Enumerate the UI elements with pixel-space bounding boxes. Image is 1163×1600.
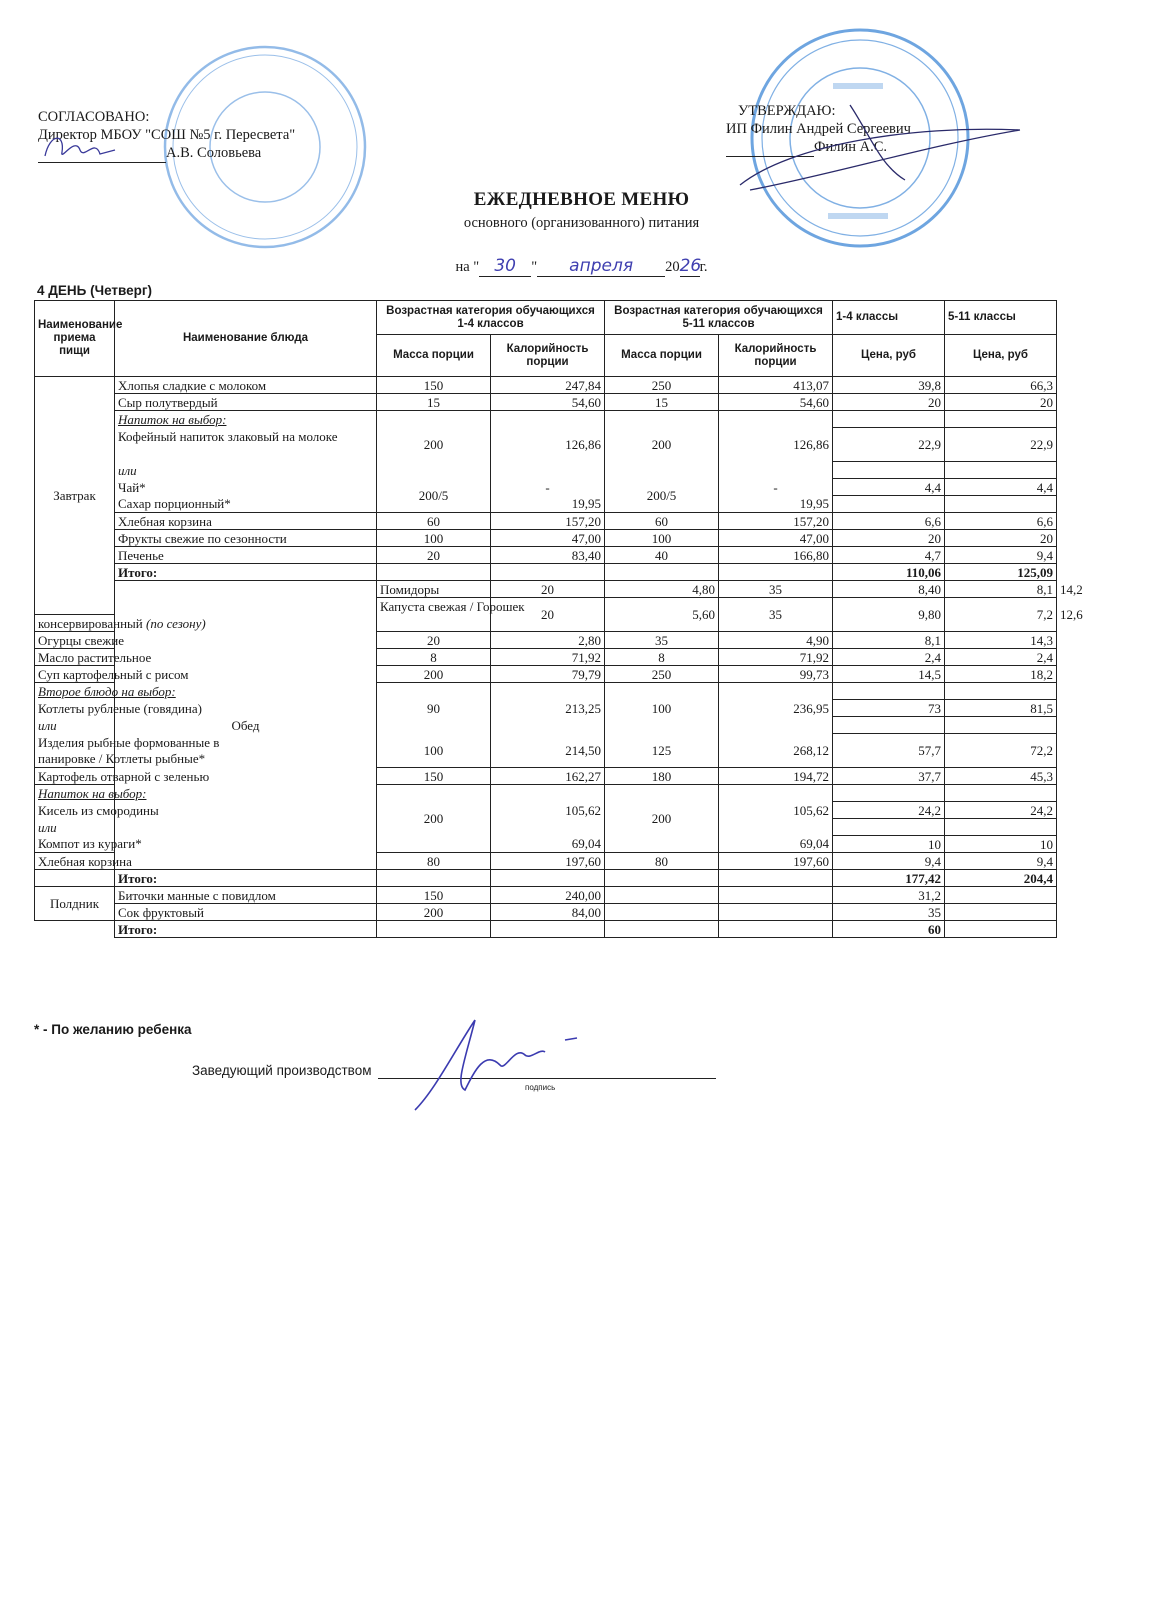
mass-1-4 xyxy=(377,462,491,479)
cal-5-11: 236,95 xyxy=(719,700,833,717)
total-price-5-11: 125,09 xyxy=(945,564,1057,581)
dish-name: Капуста свежая / Горошек xyxy=(377,598,491,615)
price-1-4 xyxy=(833,717,945,734)
price-5-11: 24,2 xyxy=(945,802,1057,819)
price-1-4: 20 xyxy=(833,530,945,547)
header-group-5-11: Возрастная категория обучающихся 5-11 классов xyxy=(605,301,833,335)
document-title xyxy=(0,189,1163,232)
mass-5-11: 200 xyxy=(605,785,719,853)
header-cal: Калорийность порции xyxy=(491,335,605,377)
table-row xyxy=(35,547,1057,564)
price-1-4: 24,2 xyxy=(833,802,945,819)
price-1-4: 37,7 xyxy=(833,768,945,785)
mass-5-11 xyxy=(605,717,719,734)
price-5-11: 14,3 xyxy=(945,632,1057,649)
mass-5-11 xyxy=(605,683,719,700)
table-row xyxy=(35,530,1057,547)
cal-1-4 xyxy=(491,462,605,479)
cal-1-4: 83,40 xyxy=(491,547,605,564)
title-sub: основного (организованного) питания xyxy=(463,215,700,231)
mass-5-11: 35 xyxy=(605,632,719,649)
price-5-11: 2,4 xyxy=(945,649,1057,666)
mass-1-4: 100 xyxy=(377,530,491,547)
cal-5-11: 69,04 xyxy=(719,836,833,853)
main-option-fish-line2: панировке / Котлеты рыбные* xyxy=(35,751,115,768)
price-5-11 xyxy=(945,904,1057,921)
mass-1-4: 200 xyxy=(377,904,491,921)
main-option-beef: Котлеты рубленые (говядина) xyxy=(35,700,115,717)
cal-5-11 xyxy=(719,887,833,904)
dish-name: Суп картофельный с рисом xyxy=(35,666,115,683)
header-mass: Масса порции xyxy=(377,335,491,377)
table-row: Капуста свежая / Горошек 20 5,60 35 9,80 7,2 12,6 xyxy=(35,598,1057,615)
price-1-4 xyxy=(833,411,945,428)
mass-1-4: 20 xyxy=(377,547,491,564)
date-end: г. xyxy=(699,259,708,275)
price-5-11 xyxy=(945,462,1057,479)
dish-name: Хлебная корзина xyxy=(115,513,377,530)
mass-1-4 xyxy=(377,411,491,428)
empty-cell xyxy=(35,870,115,887)
drink-option-sugar: Сахар порционный* xyxy=(115,496,377,513)
approval-left-name: А.В. Соловьева xyxy=(166,145,262,161)
signature-caption: подпись xyxy=(525,1083,556,1092)
cal-1-4: 162,27 xyxy=(491,768,605,785)
date-prefix: на " xyxy=(455,259,480,275)
meal-lunch: Обед xyxy=(115,581,377,870)
mass-5-11: 40 xyxy=(605,547,719,564)
dish-name: Помидоры xyxy=(377,581,491,598)
header-dish: Наименование блюда xyxy=(115,301,377,377)
approval-right-heading: УТВЕРЖДАЮ: xyxy=(738,103,836,119)
choice-row xyxy=(35,428,1057,445)
price-1-4: 6,6 xyxy=(833,513,945,530)
cal-1-4: 197,60 xyxy=(491,853,605,870)
drink-option-kissel: Кисель из смородины xyxy=(35,802,115,819)
mass-1-4: 20 xyxy=(491,598,605,632)
choice-row xyxy=(35,700,1057,717)
empty-cell xyxy=(491,921,605,938)
date-day: 30 xyxy=(479,256,531,277)
drink-option-compote: Компот из кураги* xyxy=(35,836,115,853)
dish-note: (по сезону) xyxy=(146,615,206,631)
approval-left-heading: СОГЛАСОВАНО: xyxy=(38,109,150,125)
cal-1-4 xyxy=(491,717,605,734)
choice-label: Второе блюдо на выбор: xyxy=(35,683,115,700)
cal-1-4: 105,62 xyxy=(491,802,605,819)
dish-name: Печенье xyxy=(115,547,377,564)
mass-5-11: 35 xyxy=(719,581,833,598)
cal-1-4: 5,60 xyxy=(605,598,719,632)
mass-1-4: 20 xyxy=(491,581,605,598)
mass-1-4: 15 xyxy=(377,394,491,411)
choice-row xyxy=(35,479,1057,496)
mass-5-11 xyxy=(605,462,719,479)
table-row xyxy=(35,394,1057,411)
cal-5-11: 9,80 xyxy=(833,598,945,632)
mass-5-11: 250 xyxy=(605,377,719,394)
header-price-5-11: 5-11 классы xyxy=(945,301,1057,335)
price-5-11 xyxy=(945,683,1057,700)
price-5-11: 45,3 xyxy=(945,768,1057,785)
cal-dash: - xyxy=(491,479,605,496)
cal-1-4: 2,80 xyxy=(491,632,605,649)
mass-1-4 xyxy=(377,683,491,700)
cal-5-11: 19,95 xyxy=(719,496,833,513)
price-1-4: 14,5 xyxy=(833,666,945,683)
day-label: 4 ДЕНЬ (Четверг) xyxy=(37,283,153,298)
or-label: или xyxy=(115,462,377,479)
mass-5-11: 8 xyxy=(605,649,719,666)
cal-1-4: 240,00 xyxy=(491,887,605,904)
cal-1-4 xyxy=(491,819,605,836)
total-price-1-4: 110,06 xyxy=(833,564,945,581)
total-label: Итого: xyxy=(115,870,377,887)
choice-label: Напиток на выбор: xyxy=(115,411,377,428)
cal-5-11: 194,72 xyxy=(719,768,833,785)
table-row xyxy=(35,377,1057,394)
cal-5-11 xyxy=(719,411,833,428)
cal-5-11: 197,60 xyxy=(719,853,833,870)
price-1-4: 2,4 xyxy=(833,649,945,666)
table-row xyxy=(35,768,1057,785)
price-1-4: 8,1 xyxy=(833,632,945,649)
cal-1-4: 47,00 xyxy=(491,530,605,547)
mass-1-4: 60 xyxy=(377,513,491,530)
cal-5-11: 126,86 xyxy=(719,428,833,462)
total-row xyxy=(35,564,1057,581)
price-5-11: 81,5 xyxy=(945,700,1057,717)
price-1-4: 57,7 xyxy=(833,734,945,768)
choice-row xyxy=(35,411,1057,428)
mass-5-11 xyxy=(605,411,719,428)
price-1-4: 35 xyxy=(833,904,945,921)
total-price-1-4: 177,42 xyxy=(833,870,945,887)
mass-5-11: 60 xyxy=(605,513,719,530)
cal-5-11: 105,62 xyxy=(719,802,833,819)
cal-5-11 xyxy=(719,819,833,836)
price-5-11: 4,4 xyxy=(945,479,1057,496)
cal-5-11: 99,73 xyxy=(719,666,833,683)
cal-5-11: 4,90 xyxy=(719,632,833,649)
price-5-11: 6,6 xyxy=(945,513,1057,530)
mass-1-4: 200 xyxy=(377,785,491,853)
price-1-4 xyxy=(833,819,945,836)
cal-1-4: 69,04 xyxy=(491,836,605,853)
empty-cell xyxy=(377,921,491,938)
mass-5-11: 80 xyxy=(605,853,719,870)
dish-name: Сок фруктовый xyxy=(115,904,377,921)
entrepreneur-signature xyxy=(730,85,1030,205)
total-price-5-11 xyxy=(945,921,1057,938)
price-5-11: 9,4 xyxy=(945,853,1057,870)
cal-5-11: 268,12 xyxy=(719,734,833,768)
total-price-5-11: 204,4 xyxy=(945,870,1057,887)
choice-row xyxy=(35,462,1057,479)
date-year-suffix: 26 xyxy=(679,256,702,276)
dish-name: Огурцы свежие xyxy=(35,632,115,649)
or-label: или xyxy=(35,819,115,836)
cal-5-11: 54,60 xyxy=(719,394,833,411)
price-1-4: 31,2 xyxy=(833,887,945,904)
dish-name: Масло растительное xyxy=(35,649,115,666)
cal-1-4: 247,84 xyxy=(491,377,605,394)
mass-1-4: 100 xyxy=(377,734,491,768)
price-1-4: 10 xyxy=(833,836,945,853)
table-row xyxy=(35,904,1057,921)
mass-1-4: 90 xyxy=(377,700,491,717)
cal-1-4: 79,79 xyxy=(491,666,605,683)
price-1-4 xyxy=(833,496,945,513)
mass-5-11: 100 xyxy=(605,700,719,717)
dish-name: Картофель отварной с зеленью xyxy=(35,768,115,785)
drink-option-coffee: Кофейный напиток злаковый на молоке xyxy=(115,428,377,445)
cal-5-11 xyxy=(719,785,833,802)
cal-5-11: 166,80 xyxy=(719,547,833,564)
dish-name: Хлебная корзина xyxy=(35,853,115,870)
title-main: ЕЖЕДНЕВНОЕ МЕНЮ xyxy=(473,189,690,210)
or-label: или xyxy=(35,717,115,734)
header-cal: Калорийность порции xyxy=(719,335,833,377)
mass-1-4: 20 xyxy=(377,632,491,649)
director-signature xyxy=(40,128,120,168)
table-row xyxy=(35,513,1057,530)
cal-1-4 xyxy=(491,411,605,428)
cal-5-11 xyxy=(719,904,833,921)
cal-1-4: 84,00 xyxy=(491,904,605,921)
cal-1-4 xyxy=(491,683,605,700)
price-5-11 xyxy=(945,717,1057,734)
meal-breakfast: Завтрак xyxy=(35,377,115,615)
date-quote: " xyxy=(531,259,538,275)
menu-table xyxy=(34,300,1083,938)
price-1-4: 20 xyxy=(833,394,945,411)
header-group-1-4: Возрастная категория обучающихся 1-4 классов xyxy=(377,301,605,335)
total-label: Итого: xyxy=(115,564,377,581)
empty-cell xyxy=(719,921,833,938)
price-1-4: 7,2 xyxy=(945,598,1057,632)
cal-5-11 xyxy=(719,462,833,479)
price-5-11 xyxy=(945,411,1057,428)
price-1-4: 22,9 xyxy=(833,428,945,462)
cal-1-4: 214,50 xyxy=(491,734,605,768)
price-1-4: 39,8 xyxy=(833,377,945,394)
dish-line: консервированный xyxy=(38,615,143,631)
approval-right-name: Филин А.С. xyxy=(814,139,887,155)
mass-1-4: 200 xyxy=(377,428,491,462)
price-5-11: 20 xyxy=(945,530,1057,547)
cal-1-4: 213,25 xyxy=(491,700,605,717)
date-month: апреля xyxy=(537,256,665,277)
dish-name: Биточки манные с повидлом xyxy=(115,887,377,904)
date-line xyxy=(0,256,1163,277)
header-mass: Масса порции xyxy=(605,335,719,377)
cal-5-11 xyxy=(719,717,833,734)
cal-5-11: 413,07 xyxy=(719,377,833,394)
cal-5-11: 8,40 xyxy=(833,581,945,598)
approval-left-position: Директор МБОУ "СОШ №5 г. Пересвета" xyxy=(38,127,296,143)
mass-5-11: 250 xyxy=(605,666,719,683)
mass-5-11: 15 xyxy=(605,394,719,411)
empty-cell xyxy=(491,870,605,887)
empty-cell xyxy=(605,870,719,887)
main-option-fish: Изделия рыбные формованные в xyxy=(35,734,115,751)
cal-1-4 xyxy=(491,785,605,802)
empty-cell xyxy=(377,870,491,887)
cal-1-4: 71,92 xyxy=(491,649,605,666)
cal-5-11 xyxy=(719,683,833,700)
price-1-4: 8,1 xyxy=(945,581,1057,598)
chief-role: Заведующий производством xyxy=(192,1063,372,1078)
total-price-1-4: 60 xyxy=(833,921,945,938)
chief-signature xyxy=(405,1010,595,1115)
empty-cell xyxy=(605,564,719,581)
cal-1-4: 157,20 xyxy=(491,513,605,530)
dish-name: Фрукты свежие по сезонности xyxy=(115,530,377,547)
mass-5-11: 35 xyxy=(719,598,833,632)
choice-row xyxy=(35,734,1057,751)
mass-5-11: 200 xyxy=(605,428,719,462)
price-5-11: 18,2 xyxy=(945,666,1057,683)
price-1-4: 9,4 xyxy=(833,853,945,870)
dish-name-line2 xyxy=(35,615,206,632)
mass-1-4: 150 xyxy=(377,887,491,904)
price-5-11 xyxy=(945,887,1057,904)
price-1-4: 73 xyxy=(833,700,945,717)
cal-5-11: 47,00 xyxy=(719,530,833,547)
price-1-4 xyxy=(833,683,945,700)
cal-1-4: 19,95 xyxy=(491,496,605,513)
mass-5-11 xyxy=(605,887,719,904)
total-row xyxy=(35,870,1057,887)
footnote: * - По желанию ребенка xyxy=(34,1022,192,1037)
table-row: Обед Помидоры 20 4,80 35 8,40 8,1 14,2 xyxy=(35,581,1057,598)
mass-5-11: 125 xyxy=(605,734,719,768)
mass-5-11: 180 xyxy=(605,768,719,785)
table-row xyxy=(35,666,1057,683)
mass-5-11 xyxy=(605,904,719,921)
table-row xyxy=(35,887,1057,904)
price-5-11: 9,4 xyxy=(945,547,1057,564)
header-meal: Наименование приема пищи xyxy=(35,301,115,377)
cal-dash: - xyxy=(719,479,833,496)
price-1-4 xyxy=(833,785,945,802)
price-5-11 xyxy=(945,785,1057,802)
cal-1-4: 54,60 xyxy=(491,394,605,411)
header-price: Цена, руб xyxy=(945,335,1057,377)
mass-1-4: 80 xyxy=(377,853,491,870)
price-5-11: 22,9 xyxy=(945,428,1057,462)
cal-1-4: 4,80 xyxy=(605,581,719,598)
price-1-4: 4,7 xyxy=(833,547,945,564)
choice-label: Напиток на выбор: xyxy=(35,785,115,802)
meal-snack: Полдник xyxy=(35,887,115,921)
empty-cell xyxy=(719,564,833,581)
empty-cell xyxy=(719,870,833,887)
price-5-11 xyxy=(945,819,1057,836)
cal-5-11: 157,20 xyxy=(719,513,833,530)
price-1-4: 4,4 xyxy=(833,479,945,496)
date-year-prefix: 20 xyxy=(665,259,680,275)
price-5-11: 20 xyxy=(945,394,1057,411)
mass-1-4 xyxy=(377,717,491,734)
mass-5-11: 100 xyxy=(605,530,719,547)
price-5-11: 66,3 xyxy=(945,377,1057,394)
header-price: Цена, руб xyxy=(833,335,945,377)
price-1-4 xyxy=(833,462,945,479)
price-5-11: 10 xyxy=(945,836,1057,853)
header-price-1-4: 1-4 классы xyxy=(833,301,945,335)
dish-name: Сыр полутвердый xyxy=(115,394,377,411)
price-5-11: 72,2 xyxy=(945,734,1057,768)
price-5-11 xyxy=(945,496,1057,513)
empty-cell xyxy=(491,564,605,581)
empty-cell xyxy=(605,921,719,938)
mass-1-4: 200 xyxy=(377,666,491,683)
total-row xyxy=(35,921,1057,938)
cal-1-4: 126,86 xyxy=(491,428,605,462)
empty-cell xyxy=(35,921,115,938)
mass-1-4: 8 xyxy=(377,649,491,666)
drink-option-tea: Чай* xyxy=(115,479,377,496)
mass-5-11: 200/5 xyxy=(605,479,719,513)
mass-1-4: 150 xyxy=(377,377,491,394)
mass-1-4: 150 xyxy=(377,768,491,785)
total-label: Итого: xyxy=(115,921,377,938)
spacer xyxy=(115,445,377,462)
empty-cell xyxy=(377,564,491,581)
dish-name: Хлопья сладкие с молоком xyxy=(115,377,377,394)
cal-5-11: 71,92 xyxy=(719,649,833,666)
mass-1-4: 200/5 xyxy=(377,479,491,513)
approval-right-position: ИП Филин Андрей Сергеевич xyxy=(726,121,911,137)
choice-row xyxy=(35,496,1057,513)
